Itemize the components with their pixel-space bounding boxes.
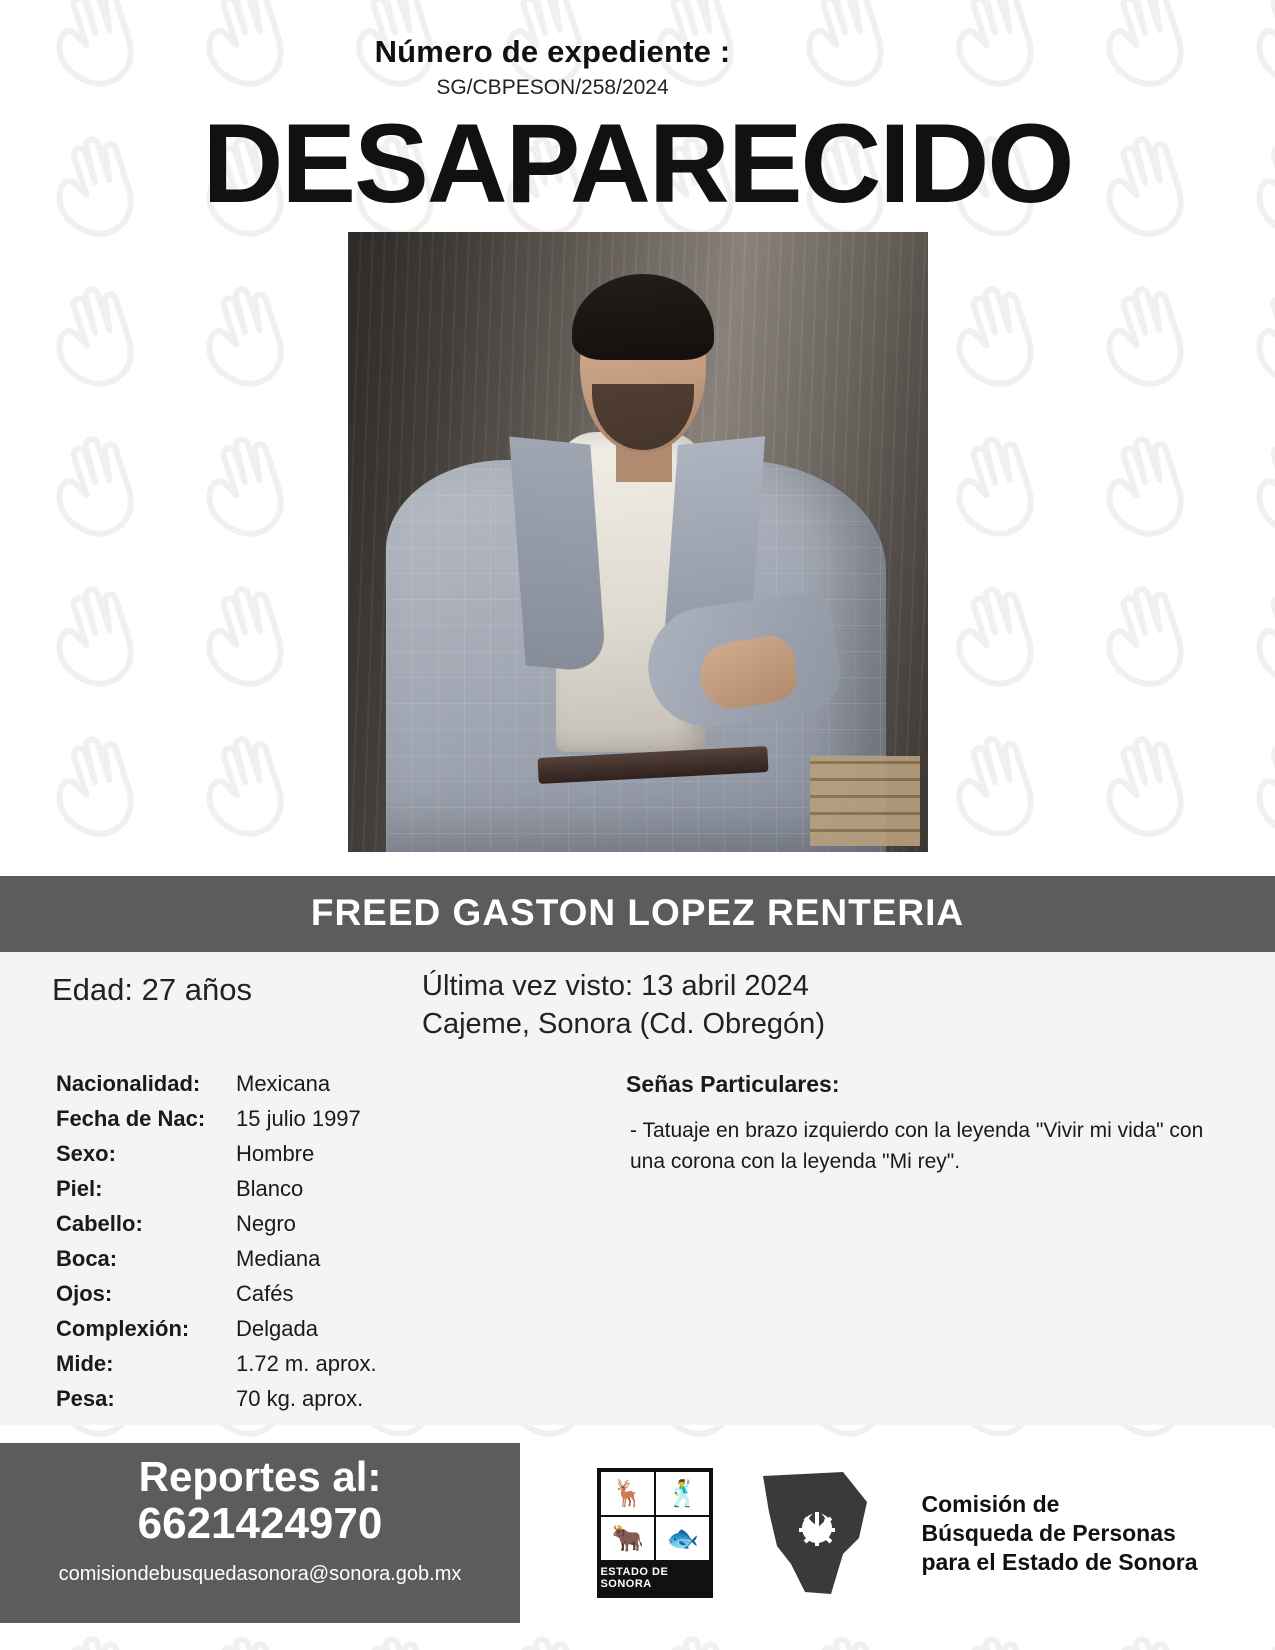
detail-value: Blanco	[236, 1176, 304, 1202]
marks-text: - Tatuaje en brazo izquierdo con la leyenda "Vivir mi vida" con una corona con la leyenda "Mi rey".	[630, 1119, 1204, 1173]
page-title: DESAPARECIDO	[202, 101, 1073, 226]
detail-label: Ojos:	[56, 1281, 113, 1307]
last-seen-place: Cajeme, Sonora (Cd. Obregón)	[422, 1007, 825, 1040]
detail-value: Negro	[236, 1211, 296, 1237]
file-number-label: Número de expediente :	[374, 34, 731, 69]
detail-label: Fecha de Nac:	[56, 1106, 206, 1132]
detail-value: Delgada	[236, 1316, 318, 1342]
person-details-list	[0, 1071, 616, 1421]
distinguishing-marks	[616, 1071, 1275, 1421]
person-photo	[348, 232, 928, 852]
detail-row	[56, 1176, 616, 1202]
person-age: Edad: 27 años	[52, 972, 252, 1007]
detail-label: Piel:	[56, 1176, 103, 1202]
detail-row	[56, 1351, 616, 1377]
sonora-coat-of-arms-icon	[597, 1468, 713, 1598]
detail-label: Nacionalidad:	[56, 1071, 201, 1097]
detail-label: Sexo:	[56, 1141, 116, 1167]
photo-background-tile	[810, 756, 920, 846]
detail-row	[56, 1071, 616, 1097]
poster-header	[0, 0, 1275, 226]
person-info-panel	[0, 952, 1275, 1425]
detail-value: Mediana	[236, 1246, 321, 1272]
last-seen-block	[422, 968, 825, 1043]
shield-quarter-fish-icon: 🐟	[655, 1516, 710, 1561]
detail-row	[56, 1141, 616, 1167]
photo-hair	[572, 274, 714, 360]
detail-value: Cafés	[236, 1281, 294, 1307]
detail-row	[56, 1316, 616, 1342]
detail-row	[56, 1106, 616, 1132]
reports-block	[0, 1443, 520, 1623]
shield-quarter-deer-icon: 🦌	[600, 1471, 655, 1516]
photo-lapel-left	[509, 436, 606, 673]
reports-label: Reportes al:	[138, 1453, 382, 1501]
poster-footer	[0, 1443, 1275, 1623]
detail-value: Hombre	[236, 1141, 315, 1167]
sonora-state-map-icon	[747, 1468, 887, 1598]
detail-value: 70 kg. aprox.	[236, 1386, 364, 1412]
detail-value: 15 julio 1997	[236, 1106, 361, 1132]
organization-line-2: Búsqueda de Personas	[921, 1520, 1176, 1546]
detail-row	[56, 1246, 616, 1272]
photo-figure	[348, 232, 928, 852]
reports-email[interactable]: comisiondebusquedasonora@sonora.gob.mx	[58, 1562, 462, 1585]
organization-line-3: para el Estado de Sonora	[921, 1548, 1198, 1575]
logos-block	[520, 1443, 1275, 1623]
detail-label: Cabello:	[56, 1211, 143, 1237]
detail-label: Mide:	[56, 1351, 114, 1377]
reports-phone[interactable]: 6621424970	[137, 1499, 383, 1549]
person-name: FREED GASTON LOPEZ RENTERIA	[0, 876, 1275, 952]
detail-value: Mexicana	[236, 1071, 331, 1097]
file-number-value: SG/CBPESON/258/2024	[436, 76, 669, 99]
detail-row	[56, 1211, 616, 1237]
organization-line-1: Comisión de	[921, 1491, 1060, 1518]
shield-quarter-bull-icon: 🐂	[600, 1516, 655, 1561]
detail-value: 1.72 m. aprox.	[236, 1351, 377, 1377]
marks-title: Señas Particulares:	[626, 1071, 840, 1098]
detail-label: Pesa:	[56, 1386, 115, 1412]
detail-label: Complexión:	[56, 1316, 190, 1342]
shield-quarter-dancer-icon: 🕺	[655, 1471, 710, 1516]
detail-row	[56, 1386, 616, 1412]
last-seen-date: Última vez visto: 13 abril 2024	[422, 970, 809, 1002]
shield-caption: ESTADO DE SONORA	[600, 1560, 710, 1596]
detail-row	[56, 1281, 616, 1307]
organization-name	[921, 1490, 1197, 1576]
detail-label: Boca:	[56, 1246, 118, 1272]
